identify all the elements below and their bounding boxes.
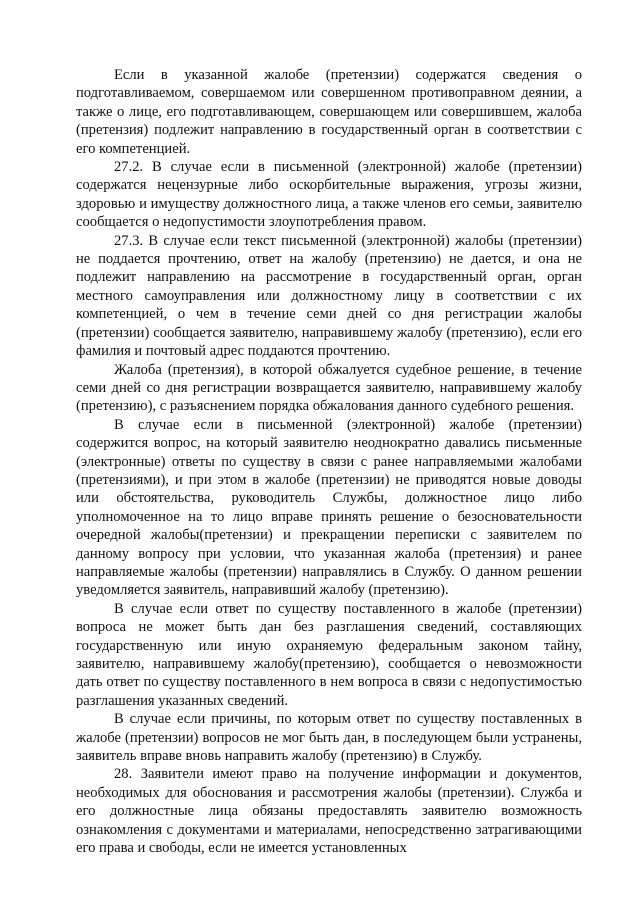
paragraph-2: 27.2. В случае если в письменной (электронной) жалобе (претензии) содержатся нецензурные либо оскорбительные выражения, угрозы жизни, здоровью и имуществу должностного лица, а также членов его семьи, заявителю сообщается о недопустимости злоупотребления правом. <box>76 159 582 231</box>
document-body <box>76 66 582 857</box>
paragraph-8: 28. Заявители имеют право на получение информации и документов, необходимых для обоснования и рассмотрения жалобы (претензии). Служба и его должностные лица обязаны предоставлять заявителю возможность ознакомления с документами и материалами, непосредственно затрагивающими его права и свободы, если не имеется установленных <box>76 766 582 857</box>
paragraph-6: В случае если ответ по существу поставленного в жалобе (претензии) вопроса не может быть дан без разглашения сведений, составляющих государственную или иную охраняемую федеральным законом тайну, заявителю, направившему жалобу(претензию), сообщается о невозможности дать ответ по существу поставленного в нем вопроса в связи с недопустимостью разглашения указанных сведений. <box>76 600 582 709</box>
paragraph-5: В случае если в письменной (электронной) жалобе (претензии) содержится вопрос, на который заявителю неоднократно давались письменные (электронные) ответы по существу в связи с ранее направляемыми жалобами (претензиями), и при этом в жалобе (претензии) не приводятся новые доводы или обстоятельства, руководитель Службы, должностное лицо либо уполномоченное на то лицо вправе принять решение о безосновательности очередной жалобы(претензии) и прекращении переписки с заявителем по данному вопросу при условии, что указанная жалоба (претензия) и ранее направляемые жалобы (претензии) направлялись в Службу. О данном решении уведомляется заявитель, направивший жалобу (претензию). <box>76 416 582 599</box>
paragraph-3: 27.3. В случае если текст письменной (электронной) жалобы (претензии) не поддается прочтению, ответ на жалобу (претензию) не дается, и она не подлежит направлению на рассмотрение в государственный орган, орган местного самоуправления или должностному лицу в соответствии с их компетенцией, о чем в течение семи дней со дня регистрации жалобы (претензии) сообщается заявителю, направившему жалобу (претензию), если его фамилия и почтовый адрес поддаются прочтению. <box>76 232 582 360</box>
paragraph-1: Если в указанной жалобе (претензии) содержатся сведения о подготавливаемом, совершаемом или совершенном противоправном деянии, а также о лице, его подготавливающем, совершающем или совершившем, жалоба (претензия) подлежит направлению в государственный орган в соответствии с его компетенцией. <box>76 67 582 157</box>
paragraph-4: Жалоба (претензия), в которой обжалуется судебное решение, в течение семи дней со дня регистрации возвращается заявителю, направившему жалобу (претензию), с разъяснением порядка обжалования данного судебного решения. <box>76 361 582 415</box>
paragraph-7: В случае если причины, по которым ответ по существу поставленных в жалобе (претензии) вопросов не мог быть дан, в последующем были устранены, заявитель вправе вновь направить жалобу (претензию) в Службу. <box>76 711 582 765</box>
